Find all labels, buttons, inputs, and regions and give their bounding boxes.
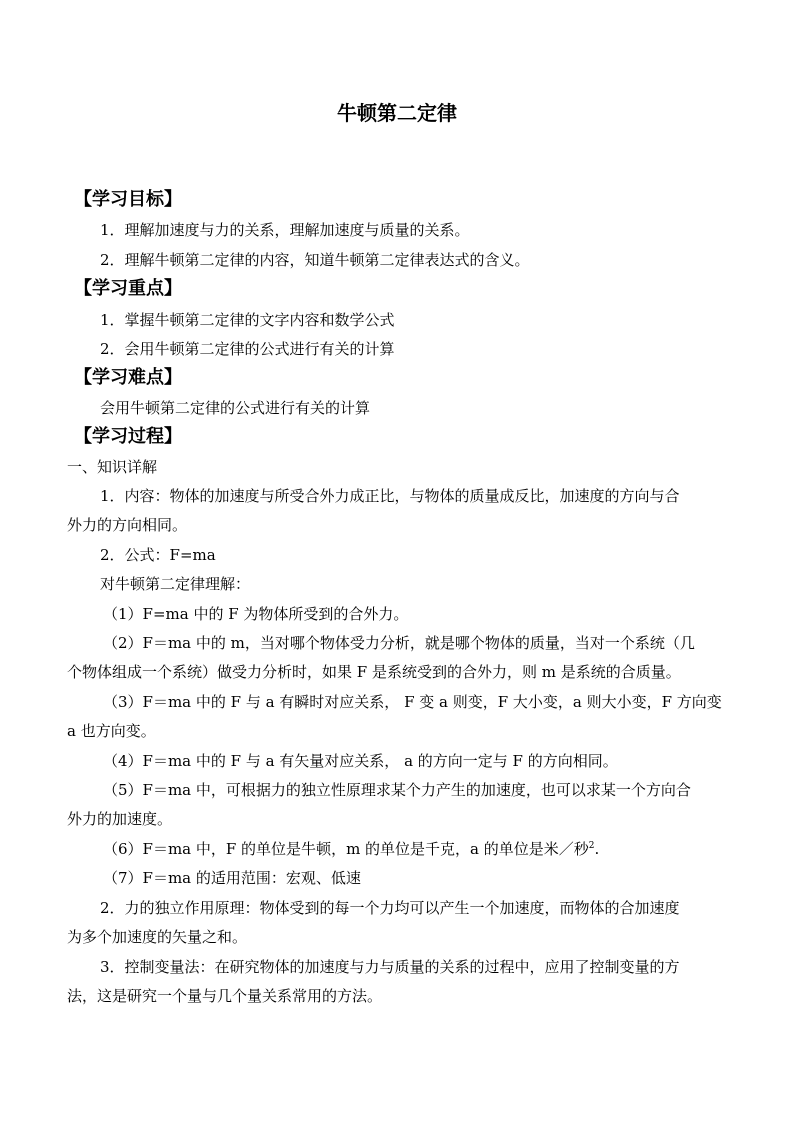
objective-item-2: 2．理解牛顿第二定律的内容，知道牛顿第二定律表达式的含义。 <box>100 251 530 269</box>
unit-superscript: 2 <box>588 841 595 851</box>
formula-line: 2．公式：F=ma <box>100 546 216 564</box>
sub-heading-knowledge: 一、知识详解 <box>67 458 158 476</box>
section-heading-difficulties: 【学习难点】 <box>74 367 182 388</box>
method-line-2: 法，这是研究一个量与几个量关系常用的方法。 <box>67 987 383 1005</box>
point-3-line-2: a 也方向变。 <box>67 722 156 740</box>
point-7: （7）F＝ma 的适用范围：宏观、低速 <box>103 869 361 887</box>
point-5-line-2: 外力的加速度。 <box>67 810 173 828</box>
point-1: （1）F=ma 中的 F 为物体所受到的合外力。 <box>103 605 409 623</box>
objective-item-1: 1．理解加速度与力的关系，理解加速度与质量的关系。 <box>100 221 470 239</box>
key-point-item-1: 1．掌握牛顿第二定律的文字内容和数学公式 <box>100 311 395 329</box>
point-5-line-1: （5）F＝ma 中，可根据力的独立性原理求某个力产生的加速度，也可以求某一个方向合 <box>103 781 691 799</box>
principle-line-2: 为多个加速度的矢量之和。 <box>67 928 248 946</box>
point-6-end: . <box>594 840 600 858</box>
point-6-text: （6）F＝ma 中，F 的单位是牛顿，m 的单位是千克，a 的单位是米／秒 <box>103 840 589 858</box>
content-paragraph-line-1: 1．内容：物体的加速度与所受合外力成正比，与物体的质量成反比，加速度的方向与合 <box>100 487 680 505</box>
point-4: （4）F＝ma 中的 F 与 a 有矢量对应关系， a 的方向一定与 F 的方向相同。 <box>103 752 618 770</box>
principle-line-1: 2．力的独立作用原理：物体受到的每一个力均可以产生一个加速度，而物体的合加速度 <box>100 899 680 917</box>
difficulty-text: 会用牛顿第二定律的公式进行有关的计算 <box>100 399 371 417</box>
section-heading-process: 【学习过程】 <box>74 426 182 447</box>
point-6 <box>103 839 599 859</box>
understanding-intro: 对牛顿第二定律理解： <box>100 575 251 593</box>
key-point-item-2: 2．会用牛顿第二定律的公式进行有关的计算 <box>100 340 395 358</box>
document-title: 牛顿第二定律 <box>337 101 457 125</box>
section-heading-key-points: 【学习重点】 <box>74 278 182 299</box>
point-3-line-1: （3）F＝ma 中的 F 与 a 有瞬时对应关系， F 变 a 则变，F 大小变，a 则大小变，F 方向变 <box>103 693 722 711</box>
content-paragraph-line-2: 外力的方向相同。 <box>67 516 188 534</box>
method-line-1: 3．控制变量法：在研究物体的加速度与力与质量的关系的过程中，应用了控制变量的方 <box>100 958 680 976</box>
point-2-line-2: 个物体组成一个系统）做受力分析时，如果 F 是系统受到的合外力，则 m 是系统的合质量。 <box>67 663 681 681</box>
section-heading-objectives: 【学习目标】 <box>74 189 182 210</box>
point-2-line-1: （2）F＝ma 中的 m，当对哪个物体受力分析，就是哪个物体的质量，当对一个系统（几 <box>103 634 695 652</box>
